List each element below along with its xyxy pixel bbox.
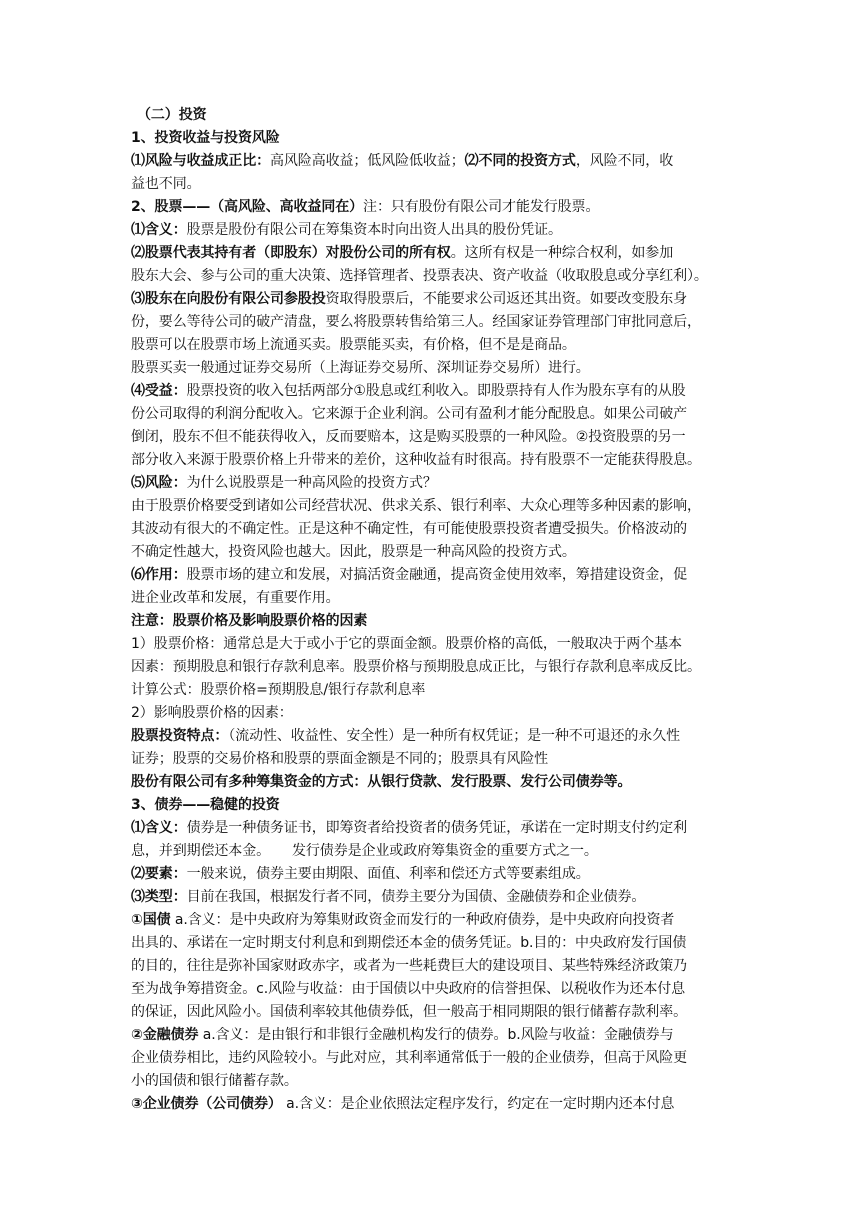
paragraph-line: 进企业改革和发展，有重要作用。 [131, 590, 340, 606]
paragraph-line: ⑶类型：目前在我国，根据发行者不同，债券主要分为国债、金融债券和企业债券。 [131, 889, 646, 905]
paragraph-line: 1）股票价格：通常总是大于或小于它的票面金额。股票价格的高低，一般取决于两个基本 [131, 636, 682, 652]
section-heading: （二）投资 [137, 107, 207, 123]
paragraph-line: 益也不同。 [131, 176, 201, 192]
paragraph-line: 股东大会、参与公司的重大决策、选择管理者、投票表决、资产收益（收取股息或分享红利）。 [131, 268, 708, 284]
paragraph-line: 的目的，往往是弥补国家财政赤字，或者为一些耗费巨大的建设项目、某些特殊经济政策乃 [131, 958, 687, 974]
paragraph-line: 企业债券相比，违约风险较小。与此对应，其利率通常低于一般的企业债券，但高于风险更 [131, 1050, 687, 1066]
paragraph-line: 股票可以在股票市场上流通买卖。股票能买卖，有价格，但不是是商品。 [131, 337, 576, 353]
paragraph-line: ⑹作用：股票市场的建立和发展，对搞活资金融通，提高资金使用效率，筹措建设资金，促 [131, 567, 688, 583]
emphasis-line: 股份有限公司有多种筹集资金的方式：从银行贷款、发行股票、发行公司债券等。 [131, 774, 632, 790]
paragraph-line: ②金融债券 a.含义：是由银行和非银行金融机构发行的债券。b.风险与收益：金融债券与 [131, 1027, 674, 1043]
subsection-heading: 1、投资收益与投资风险 [131, 130, 280, 146]
paragraph-line: 由于股票价格要受到诸如公司经营状况、供求关系、银行利率、大众心理等多种因素的影响， [131, 498, 701, 514]
paragraph-line: 出具的、承诺在一定时期支付利息和到期偿还本金的债务凭证。b.目的：中央政府发行国债 [131, 935, 687, 951]
paragraph-line: ⑷受益：股票投资的收入包括两部分①股息或红利收入。即股票持有人作为股东享有的从股 [131, 383, 686, 399]
paragraph-line: ⑴含义：债券是一种债务证书，即筹资者给投资者的债务凭证，承诺在一定时期支付约定利 [131, 820, 688, 836]
paragraph-line: 倒闭，股东不但不能获得收入，反而要赔本，这是购买股票的一种风险。②投资股票的另一 [131, 429, 686, 445]
paragraph-line: ①国债 a.含义：是中央政府为筹集财政资金而发行的一种政府债券，是中央政府向投资者 [131, 912, 675, 928]
paragraph-line: ⑵要素：一般来说，债券主要由期限、面值、利率和偿还方式等要素组成。 [131, 866, 590, 882]
paragraph-line: ⑸风险：为什么说股票是一种高风险的投资方式？ [131, 475, 437, 491]
document-page [131, 104, 731, 1116]
paragraph-line: 股票投资特点：（流动性、收益性、安全性）是一种所有权凭证；是一种不可退还的永久性 [131, 728, 681, 744]
paragraph-line: 股票买卖一般通过证券交易所（上海证券交易所、深圳证券交易所）进行。 [131, 360, 590, 376]
paragraph-line: 至为战争筹措资金。c.风险与收益：由于国债以中央政府的信誉担保、以税收作为还本付息 [131, 981, 686, 997]
paragraph-line: ⑴风险与收益成正比：高风险高收益；低风险低收益；⑵不同的投资方式，风险不同，收 [131, 153, 674, 169]
paragraph-line: ⑴含义：股票是股份有限公司在筹集资本时向出资人出具的股份凭证。 [131, 222, 562, 238]
paragraph-line: 息，并到期偿还本金。 发行债券是企业或政府筹集资金的重要方式之一。 [131, 843, 598, 859]
formula-line: 计算公式：股票价格=预期股息/银行存款利息率 [131, 682, 426, 698]
paragraph-line: 因素：预期股息和银行存款利息率。股票价格与预期股息成正比，与银行存款利息率成反比。 [131, 659, 701, 675]
paragraph-line: 部分收入来源于股票价格上升带来的差价，这种收益有时很高。持有股票不一定能获得股息。 [131, 452, 701, 468]
paragraph-line: 小的国债和银行储蓄存款。 [131, 1073, 298, 1089]
paragraph-line: 证券；股票的交易价格和股票的票面金额是不同的；股票具有风险性 [131, 751, 548, 767]
paragraph-line: 2）影响股票价格的因素： [131, 705, 293, 721]
paragraph-line: ⑶股东在向股份有限公司参股投资取得股票后，不能要求公司返还其出资。如要改变股东身 [131, 291, 688, 307]
subsection-heading: 3、债券——稳健的投资 [131, 797, 280, 813]
paragraph-line: ⑵股票代表其持有者（即股东）对股份公司的所有权。这所有权是一种综合权利，如参加 [131, 245, 674, 261]
note-heading: 注意：股票价格及影响股票价格的因素 [131, 613, 368, 629]
paragraph-line: ③企业债券（公司债券） a.含义：是企业依照法定程序发行，约定在一定时期内还本付息 [131, 1096, 675, 1112]
paragraph-line: 份，要么等待公司的破产清盘，要么将股票转售给第三人。经国家证券管理部门审批同意后， [131, 314, 701, 330]
paragraph-line: 份公司取得的利润分配收入。它来源于企业利润。公司有盈利才能分配股息。如果公司破产 [131, 406, 687, 422]
paragraph-line: 的保证，因此风险小。国债利率较其他债券低，但一般高于相同期限的银行储蓄存款利率。 [131, 1004, 687, 1020]
paragraph-line: 其波动有很大的不确定性。正是这种不确定性，有可能使股票投资者遭受损失。价格波动的 [131, 521, 687, 537]
paragraph-line: 不确定性越大，投资风险也越大。因此，股票是一种高风险的投资方式。 [131, 544, 576, 560]
subsection-heading: 2、股票——（高风险、高收益同在）注：只有股份有限公司才能发行股票。 [131, 199, 600, 215]
